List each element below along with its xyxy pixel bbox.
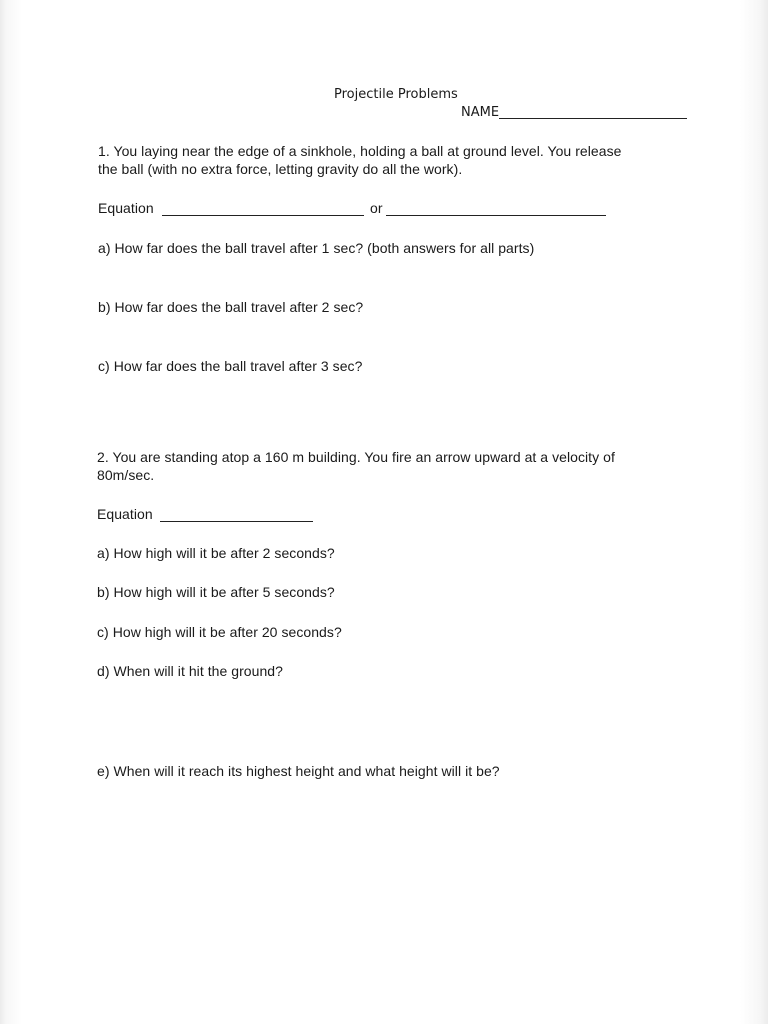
name-label: NAME <box>461 105 500 120</box>
problem-2-equation-blank <box>160 521 313 522</box>
problem-1-question-c: c) How far does the ball travel after 3 sec? <box>98 358 363 374</box>
problem-2-statement-line-2: 80m/sec. <box>97 467 155 483</box>
problem-2-statement-line-1: 2. You are standing atop a 160 m building. You fire an arrow upward at a velocity of <box>97 449 615 465</box>
problem-1-question-b: b) How far does the ball travel after 2 sec? <box>98 299 364 315</box>
problem-1-question-a: a) How far does the ball travel after 1 sec? (both answers for all parts) <box>98 240 535 256</box>
worksheet-title: Projectile Problems <box>334 87 458 102</box>
problem-1-statement-line-2: the ball (with no extra force, letting gravity do all the work). <box>98 161 463 177</box>
problem-1-equation-blank-2 <box>386 215 606 216</box>
problem-2-question-d: d) When will it hit the ground? <box>97 663 283 679</box>
problem-1-equation-blank-1 <box>162 215 364 216</box>
problem-2-question-b: b) How high will it be after 5 seconds? <box>97 584 335 600</box>
problem-2-question-e: e) When will it reach its highest height and what height will it be? <box>97 763 500 779</box>
problem-1-equation-or: or <box>370 200 383 216</box>
problem-2-question-c: c) How high will it be after 20 seconds? <box>97 624 342 640</box>
problem-2-equation-label: Equation <box>97 506 153 522</box>
name-field <box>461 105 687 121</box>
problem-2-question-a: a) How high will it be after 2 seconds? <box>97 545 335 561</box>
problem-1-statement-line-1: 1. You laying near the edge of a sinkhole, holding a ball at ground level. You release <box>98 143 622 159</box>
name-blank-line <box>499 117 687 119</box>
problem-1-equation-label: Equation <box>98 200 154 216</box>
